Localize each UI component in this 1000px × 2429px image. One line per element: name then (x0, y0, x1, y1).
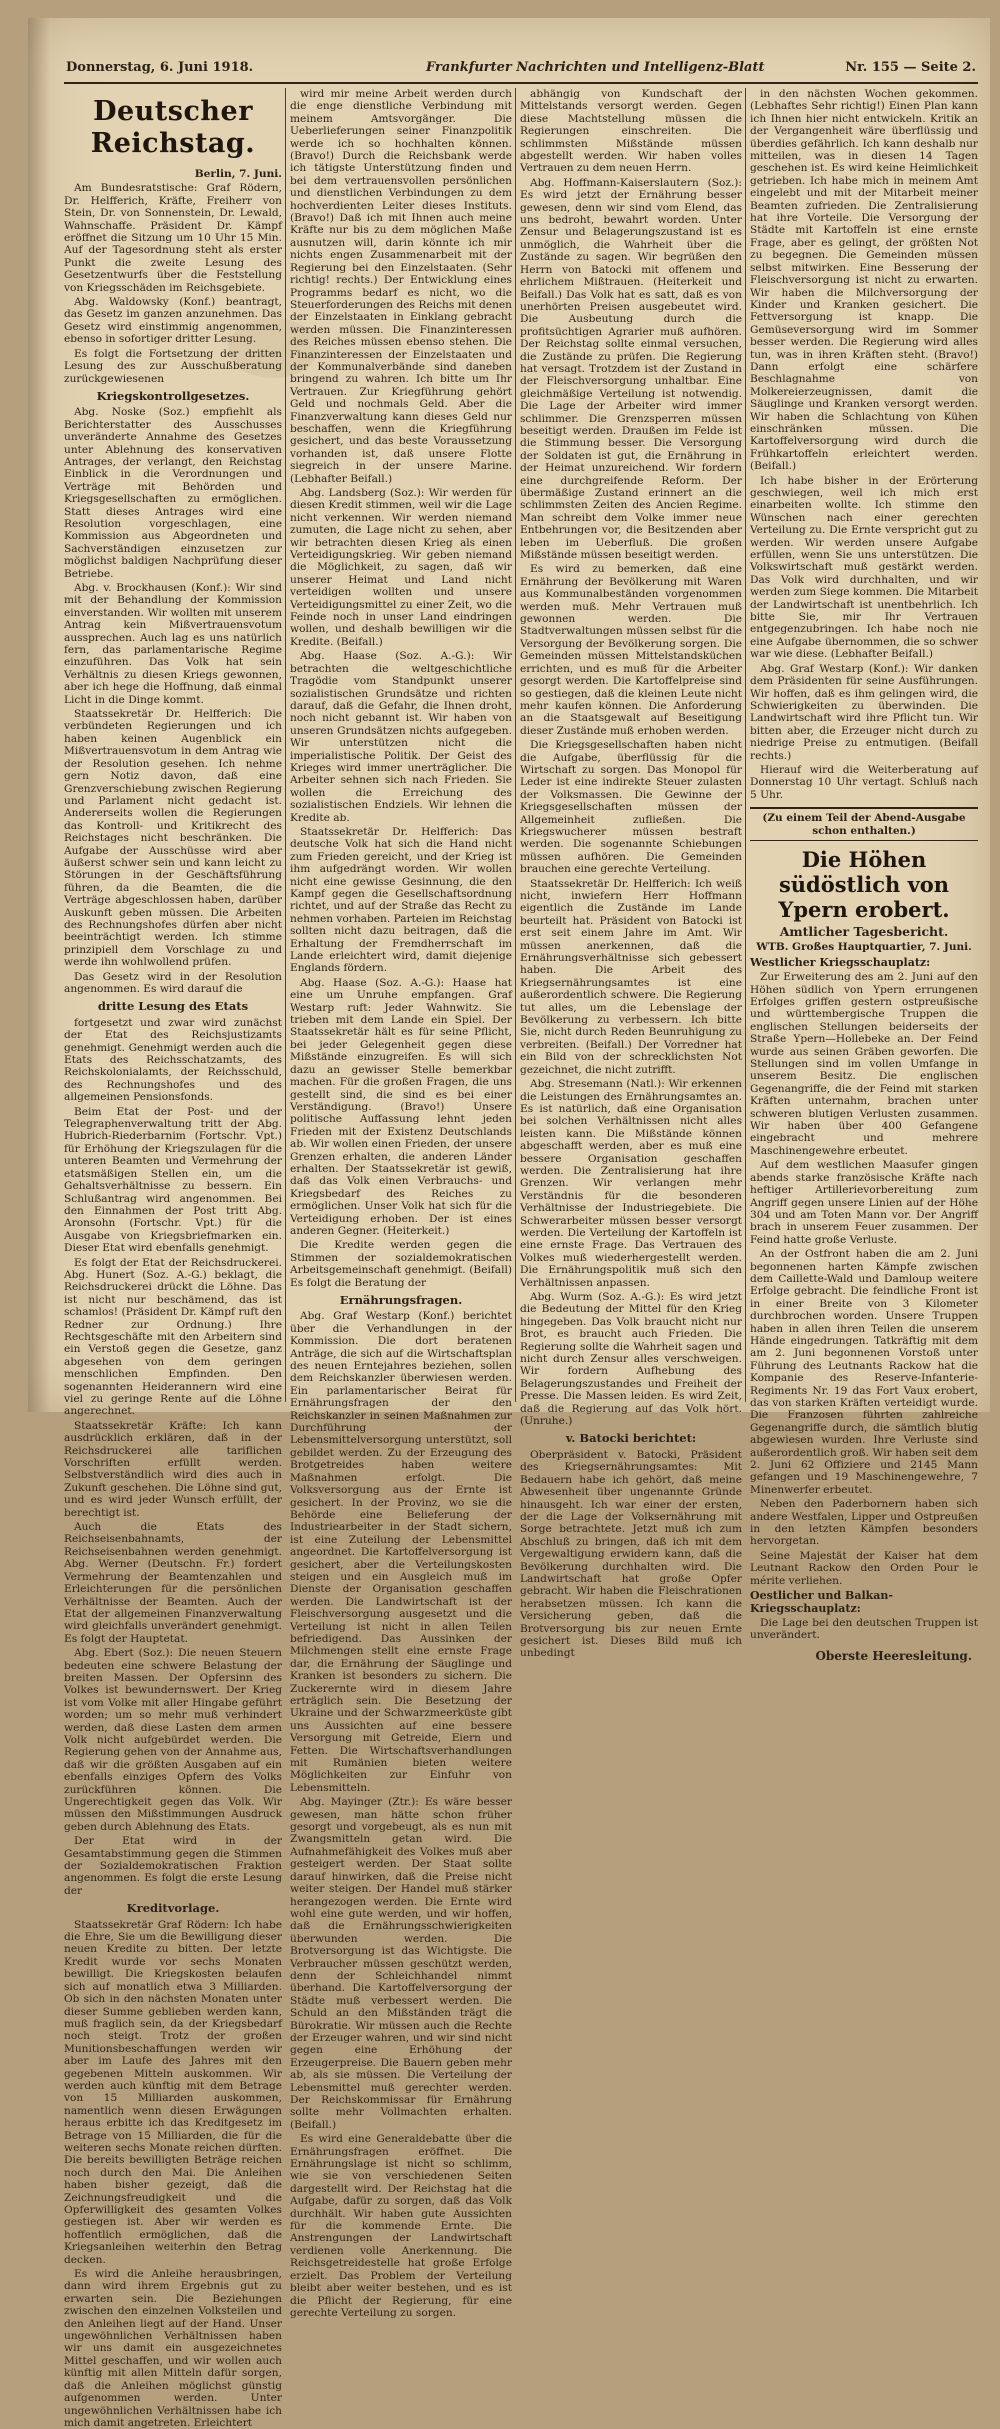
paragraph: Ich habe bisher in der Erörterung geschwiegen, weil ich mich erst einarbeiten wollte. Ich stimme den Wünschen nach einer gerechten Verteilung zu. Die Ernte verspricht gut zu werden. Wir werden unsere Aufgabe erfüllen, wenn Sie uns unterstützen. Die Volkswirtschaft muß gestärkt werden. Das Volk wird durchhalten, und wir werden zum Siege kommen. Die Mitarbeit der Landwirtschaft ist unentbehrlich. Ich bitte Sie, mir Ihr Vertrauen entgegenzubringen. Ich habe noch nie eine Aufgabe übernommen, die so schwer war wie diese. (Lebhafter Beifall.) (750, 474, 978, 661)
paragraph: Die Kriegsgesellschaften haben nicht die Aufgabe, überflüssig für die Wirtschaft zu sorgen. Das Monopol für Leder ist eine indirekte Steuer zulasten der Volksmassen. Die Gewinne der Kriegsgesellschaften müssen der Allgemeinheit zufließen. Die Kriegswucherer müssen bestraft werden. Die sogenannte Schiebungen müssen aufhören. Die Gemeinden brauchen eine gerechte Verteilung. (520, 739, 742, 876)
paragraph: Es wird die Anleihe herausbringen, dann wird ihrem Ergebnis gut zu erwarten sein. Die Beziehungen zwischen den einzelnen Volksteilen und den Anleihen liegt auf der Hand. Unser ungewöhnlichen Verhältnissen haben wir uns damit ein ausgezeichnetes Mittel geschaffen, und wir wollen auch künftig mit allen Mitteln dafür sorgen, daß die Anleihen möglichst günstig aufgenommen werden. Unter ungewöhnlichen Verhältnissen habe ich mich damit angetreten. Erleichtert (64, 2268, 282, 2429)
paragraph: Abg. v. Brockhausen (Konf.): Wir sind mit der Behandlung der Kommission einverstanden. Wir wollten mit unserem Antrag kein Mißvertrauensvotum aussprechen. Auch lag es uns natürlich fern, das parlamentarische Regime einzuführen. Das Volk hat sein Verhältnis zu diesen Kriegs gewonnen, aber ich hege die Hoffnung, daß einmal Licht in die Dinge kommt. (64, 582, 282, 706)
paragraph: Der Etat wird in der Gesamtabstimmung gegen die Stimmen der Sozialdemokratischen Fraktion angenommen. Es folgt die erste Lesung der (64, 1835, 282, 1897)
paragraph: Staatssekretär Dr. Helfferich: Die verbündeten Regierungen und ich haben keinen Augenblick ein Mißvertrauensvotum in dem Antrag wie der Resolution gesehen. Ich nehme gern Notiz davon, daß eine Grenzverschiebung zwischen Regierung und Parlament nicht gedacht ist. Andererseits wollen die Regierungen das Kontroll- und Kritikrecht des Reichstages nicht beschränken. Die Aufgabe der Ausschüsse wird aber äußerst schwer sein und kann leicht zu Störungen in der Geschäftsführung führen, da die Beamten, die die Verträge abgeschlossen haben, darüber Auskunft geben müssen. Die Arbeiten des Rechnungshofes dürfen aber nicht beeinträchtigt werden. Ich stimme prinzipiell dem Vorschlage zu und werde ihn wohlwollend prüfen. (64, 708, 282, 969)
paragraph: Abg. Wurm (Soz. A.-G.): Es wird jetzt die Bedeutung der Mittel für den Krieg hingegeben. Das Volk braucht nicht nur Brot, es braucht auch Frieden. Die Regierung sollte die Wahrheit sagen und nicht durch Zensur alles verschweigen. Wir fordern Aufhebung des Belagerungszustandes und Freiheit der Presse. Die Massen leiden. Es wird Zeit, daß die Regierung auf das Volk hört. (Unruhe.) (520, 1291, 742, 1428)
paragraph: Es wird zu bemerken, daß eine Ernährung der Bevölkerung mit Waren aus Kommunalbeständen vorgenommen werden muß. Mehr Vertrauen muß gewonnen werden. Die Stadtverwaltungen müssen selbst für die Versorgung der Bevölkerung sorgen. Die Gemeinden müssen Mittelstandsküchen errichten, und es muß für die Arbeiter gesorgt werden. Die Kartoffelpreise sind so gestiegen, daß die kleinen Leute nicht mehr kaufen können. Die Anforderung an die Staatsgewalt auf Beseitigung dieser Zustände muß erhoben werden. (520, 563, 742, 737)
signature: Oberste Heeresleitung. (815, 1648, 972, 1663)
column-4 (750, 88, 978, 1663)
paragraph: Es folgt die Fortsetzung der dritten Lesung des zur Ausschußberatung zurückgewiesenen (64, 347, 282, 385)
column-3 (520, 88, 742, 1660)
paragraph: in den nächsten Wochen gekommen. (Lebhaftes Sehr richtig!) Einen Plan kann ich Ihnen hier nicht entwickeln. Kritik an der Vergangenheit wäre überflüssig und überdies gefährlich. Ich kann deshalb nur mitteilen, was in diesen 14 Tagen geschehen ist. Es wird keine Heimlichkeit getrieben. Ich habe mich in meinem Amt eingelebt und mit der Mitarbeit meiner Beamten zufrieden. Die Zentralisierung hat ihre Vorteile. Die Versorgung der Städte mit Kartoffeln ist eine ernste Frage, aber es gelingt, der größten Not zu begegnen. Die Gemeinden müssen selbst mitwirken. Eine Besserung der Fleischversorgung ist nicht zu erwarten. Wir haben die Milchversorgung der Kinder und Kranken gesichert. Die Fettversorgung ist knapp. Die Gemüseversorgung wird im Sommer besser werden. Die Regierung wird alles tun, was in ihren Kräften steht. (Bravo!) Dann erfolgt eine schärfere Beschlagnahme von Molkereierzeugnissen, damit die Säuglinge und Kranken versorgt werden. Wir haben die Schlachtung von Kühen einschränken müssen. Die Kartoffelversorgung wird durch die Frühkartoffeln erleichtert werden. (Beifall.) (750, 88, 978, 473)
paragraph: Neben den Paderbornern haben sich andere Westfalen, Lipper und Ostpreußen in den letzten Kämpfen besonders hervorgetan. (750, 1498, 978, 1548)
section-heading: Kreditvorlage. (126, 1901, 220, 1916)
box-caption: (Zu einem Teil der Abend-Ausgabe schon enthalten.) (750, 807, 978, 841)
paragraph: Oberpräsident v. Batocki, Präsident des Kriegsernährungsamtes: Mit Bedauern habe ich gehört, daß meine Abwesenheit über ungenannte Gründe hinausgeht. Ich war einer der ersten, der die Lage der Volksernährung mit Sorge betrachtete. Jetzt muß ich zum Abschluß zu bringen, daß ich mit dem Vergewaltigung erwidern kann, daß die Bevölkerung durchhalten wird. Die Landwirtschaft hat große Opfer gebracht. Wir haben die Fleischrationen herabsetzen müssen. Ich kann die Versicherung geben, daß die Brotversorgung bis zur neuen Ernte gesichert ist. Dieses Bild muß ich unbedingt (520, 1448, 742, 1660)
paragraph: Es wird eine Generaldebatte über die Ernährungsfragen eröffnet. Die Ernährungslage ist nicht so schlimm, wie sie von verschiedenen Seiten dargestellt wird. Der Reichstag hat die Aufgabe, dafür zu sorgen, daß das Volk durchhält. Wir haben gute Aussichten für die kommende Ernte. Die Anstrengungen der Landwirtschaft verdienen volle Anerkennung. Die Reichsgetreidestelle hat große Erfolge erzielt. Das Problem der Verteilung bleibt aber weiter bestehen, und es ist die Pflicht der Regierung, für eine gerechte Verteilung zu sorgen. (290, 2133, 512, 2319)
theater-heading: Westlicher Kriegsschauplatz: (750, 955, 931, 969)
war-report-subtitle: Amtlicher Tagesbericht. (779, 923, 949, 939)
paragraph: Abg. Haase (Soz. A.-G.): Haase hat eine um Unruhe empfangen. Graf Westarp ruft: Jeder Wahnwitz. Sie trieben mit dem Lande ein Spiel. Der Staatssekretär hält es für seine Pflicht, bei jeder Gelegenheit gegen diese Mißstände einzugreifen. Es will sich dazu an gewisser Stelle bemerkbar machen. Für die großen Fragen, die uns gestellt sind, die sind es bei einer Verständigung. (Bravo!) Unsere politische Auffassung lehnt jeden Frieden mit der Existenz Deutschlands ab. Wir wollen einen Frieden, der unsere Grenzen erhalten, die anderen Länder erhalten. Der Staatssekretär ist gewiß, daß das Volk einen Verbrauchs- und Kriegsbedarf des Reiches zu ermöglichen. Unser Volk hat sich für die Verteidigung erhoben. Der ist eines anderen Gegner. (Heiterkeit.) (290, 976, 512, 1237)
column-2 (290, 88, 512, 2319)
paragraph: Das Gesetz wird in der Resolution angenommen. Es wird darauf die (64, 970, 282, 995)
section-heading: dritte Lesung des Etats (97, 999, 249, 1014)
paragraph: fortgesetzt und zwar wird zunächst der Etat des Reichsjustizamts genehmigt. Genehmigt werden auch die Etats des Reichsschatzamts, des Reichskolonialamts, der Reichsschuld, des Rechnungshofes und des allgemeinen Pensionsfonds. (64, 1016, 282, 1104)
column-rule (745, 88, 746, 1402)
paragraph: Staatssekretär Dr. Helfferich: Das deutsche Volk hat sich die Hand nicht zum Frieden gereicht, und der Krieg ist ihm aufgedrängt worden. Wir wollen nicht eine gewisse Gesinnung, die den Kampf gegen die Gesellschaftsordnung richtet, und auf der Straße das Recht zu nehmen vorhaben. Parteien im Reichstag sollten nicht dazu beitragen, daß die Erhaltung der Fremdherrschaft im Lande erleichtert wird, damit diejenige Englands fördern. (290, 825, 512, 975)
paragraph: Es folgt der Etat der Reichsdruckerei. Abg. Hunert (Soz. A.-G.) beklagt, die Reichsdruckerei drückt die Löhne. Das ist nicht nur beschämend, das ist schamlos! (Präsident Dr. Kämpf ruft den Redner zur Ordnung.) Ihre Rechtsgeschäfte mit den Arbeitern sind ein Verstoß gegen die Gesetze, ganz abgesehen von dem geringen menschlichen Empfinden. Den sogenannten Heiderannern wird eine viel zu geringe Rente auf die Löhne angerechnet. (64, 1256, 282, 1418)
paragraph: Abg. Waldowsky (Konf.) beantragt, das Gesetz im ganzen anzunehmen. Das Gesetz wird einstimmig angenommen, ebenso in sofortiger dritter Lesung. (64, 296, 282, 346)
section-heading: Kriegskontrollgesetzes. (96, 388, 250, 403)
paragraph: Auch die Etats des Reichseisenbahnamts, der Reichseisenbahnen werden genehmigt. Abg. Werner (Deutschn. Fr.) fordert Vermehrung der Beamtenzahlen und Erleichterungen für die persönlichen Verhältnisse der Beamten. Auch der Etat der allgemeinen Finanzverwaltung wird gleichfalls unverändert genehmigt. Es folgt der Hauptetat. (64, 1521, 282, 1645)
paragraph: Abg. Stresemann (Natl.): Wir erkennen die Leistungen des Ernährungsamtes an. Es ist natürlich, daß eine Organisation bei solchen Verhältnissen nicht alles leisten kann. Die Mißstände können abgeschafft werden, aber es muß eine bessere Organisation geschaffen werden. Die Zentralisierung hat ihre Grenzen. Wir verlangen mehr Verständnis für die besonderen Verhältnisse der Industriegebiete. Die Schwerarbeiter müssen besser versorgt werden. Die Verteilung der Kartoffeln ist eine ernste Frage. Das Vertrauen des Volkes muß wiederhergestellt werden. Die Ernährungspolitik muß sich den Verhältnissen anpassen. (520, 1078, 742, 1289)
column-rule (285, 88, 286, 1402)
section-heading: v. Batocki berichtet: (565, 1431, 697, 1446)
paragraph: abhängig von Kundschaft der Mittelstands versorgt werden. Gegen diese Machtstellung müssen die Regierungen einschreiten. Die schlimmsten Mißstände müssen abgestellt werden. Wir haben volles Vertrauen zu dem neuen Herrn. (520, 88, 742, 175)
header-rule (64, 82, 978, 84)
paragraph: Seine Majestät der Kaiser hat dem Leutnant Rackow den Orden Pour le mérite verliehen. (750, 1549, 978, 1587)
paragraph: An der Ostfront haben die am 2. Juni begonnenen harten Kämpfe zwischen dem Caillette-Wald und Damloup weitere Erfolge gebracht. Die feindliche Front ist in einer Breite von 3 Kilometer durchbrochen worden. Unsere Truppen haben in allen ihren Teilen die unserem Hände eingedrungen. Tatkräftig mit dem am 2. Juni begonnenen Vorstoß unter Führung des Leutnants Rackow hat die Kompanie des Reserve-Infanterie-Regiments Nr. 19 das Fort Vaux erobert, das von starken Kräften verteidigt wurde. Die Franzosen führten zahlreiche Gegenangriffe durch, die sämtlich blutig abgewiesen wurden. Ihre Verluste sind außerordentlich groß. Wir haben seit dem 2. Juni 62 Offiziere und 2145 Mann gefangen und 19 Maschinengewehre, 7 Minenwerfer erbeutet. (750, 1248, 978, 1496)
report-source: WTB. Großes Hauptquartier, 7. Juni. (756, 941, 972, 954)
paragraph: Abg. Graf Westarp (Konf.) berichtet über die Verhandlungen in der Kommission. Die dort beratenen Anträge, die sich auf die Wirtschaftsplan des neuen Erntejahres beziehen, sollen dem Reichskanzler überwiesen werden. Ein parlamentarischer Beirat für Ernährungsfragen der den Reichskanzler in seinen Maßnahmen zur Durchführung der Lebensmittelversorgung unterstützt, soll gebildet werden. Zu der Erzeugung des Brotgetreides haben weitere Maßnahmen erfolgt. Die Volksversorgung aus der Ernte ist gesichert. In der Provinz, wo sie die Behörde eine Belieferung der Industriearbeiter in der Stadt sichern, ist eine Zuteilung der Lebensmittel angeordnet. Die Kartoffelversorgung ist gesichert, aber die Verteilungskosten steigen und ein Ausgleich muß im Dienste der Organisation geschaffen werden. Die Landwirtschaft ist der Fleischversorgung ausgesetzt und die Verteilung ist nicht in allen Teilen befriedigend. Das Aussinken der Milchmengen stellt eine ernste Frage dar, die Ernährung der Säuglinge und Kranken ist besonders zu sichern. Die Zuckerernte wird in diesem Jahre erträglich sein. Die Besetzung der Ukraine und der Schwarzmeerküste gibt uns Aussichten auf eine bessere Versorgung mit Getreide, Eiern und Fetten. Die Wirtschaftsverhandlungen mit Rumänien bieten weitere Möglichkeiten zur Einfuhr von Lebensmitteln. (290, 1310, 512, 1794)
war-report-headline: Die Höhen südöstlich von Ypern erobert. (778, 846, 950, 922)
paragraph: Die Kredite werden gegen die Stimmen der sozialdemokratischen Arbeitsgemeinschaft genehmigt. (Beifall) Es folgt die Beratung der (290, 1239, 512, 1289)
paragraph: Abg. Hoffmann-Kaiserslautern (Soz.): Es wird jetzt der Ernährung besser gewesen, denn wir sind vom Elend, das uns bedroht, bewahrt worden. Unter Zensur und Belagerungszustand ist es unmöglich, die Wahrheit über die Zustände zu sagen. Wir begrüßen den Herrn von Batocki mit offenem und ehrlichem Mißtrauen. (Heiterkeit und Beifall.) Das Volk hat es satt, daß es von unerhörten Preisen ausgebeutet wird. Die Ausbeutung durch die profitsüchtigen Agrarier muß aufhören. Der Reichstag sollte einmal versuchen, die Zustände zu prüfen. Die Regierung hat versagt. Trotzdem ist der Zustand in der Fleischversorgung unhaltbar. Eine gleichmäßige Verteilung ist notwendig. Die Lage der Arbeiter wird immer schlimmer. Die Grenzsperren müssen beseitigt werden. Draußen im Felde ist die Stimmung besser. Die Versorgung der Soldaten ist gut, die Ernährung in der Heimat unzureichend. Wir fordern eine durchgreifende Reform. Der übermäßige Zustand erinnert an die schlimmsten Zeiten des Ancien Regime. Man schreibt dem Volke immer neue Entbehrungen vor, die Besitzenden aber leben im Ueberfluß. Die großen Mißstände müssen beseitigt werden. (520, 176, 742, 562)
page-edge-shadow (28, 18, 50, 1412)
paragraph: Die Lage bei den deutschen Truppen ist unverändert. (750, 1616, 978, 1642)
paragraph: Auf dem westlichen Maasufer gingen abends starke französische Kräfte nach heftiger Artillerievorbereitung zum Angriff gegen unsere Linien auf der Höhe 304 und am Toten Mann vor. Der Angriff brach in unserem Feuer zusammen. Der Feind hatte große Verluste. (750, 1159, 978, 1246)
paragraph: Staatssekretär Dr. Helfferich: Ich weiß nicht, inwiefern Herr Hoffmann eigentlich die Zustände im Lande beurteilt hat. Präsident von Batocki ist erst seit einem Jahre im Amt. Wir müssen anerkennen, daß die Ernährungsverhältnisse sich gebessert haben. Die Arbeit des Kriegsernährungsamtes ist eine außerordentlich schwere. Die Regierung tut alles, um die Lebenslage der Bevölkerung zu verbessern. Ich bitte Sie, nicht durch Reden Beunruhigung zu verbreiten. (Beifall.) Der Vorredner hat ein Bild von der schrecklichsten Not gezeichnet, die nicht zutrifft. (520, 877, 742, 1076)
dateline: Berlin, 7. Juni. (194, 168, 282, 180)
article-title: Deutscher Reichstag. (90, 96, 256, 159)
paragraph: Am Bundesratstische: Graf Rödern, Dr. Helfferich, Kräfte, Freiherr von Stein, Dr. von Sonnenstein, Dr. Lewald, Wahnschaffe. Präsident Dr. Kämpf eröffnet die Sitzung um 10 Uhr 15 Min. Auf der Tagesordnung steht als erster Punkt die zweite Lesung des Gesetzentwurfs über die Feststellung von Kriegsschäden im Reichsgebiete. (64, 182, 282, 294)
paragraph: Abg. Graf Westarp (Konf.): Wir danken dem Präsidenten für seine Ausführungen. Wir hoffen, daß es ihm gelingen wird, die Schwierigkeiten zu überwinden. Die Landwirtschaft wird ihre Pflicht tun. Wir bitten aber, die Erzeuger nicht durch zu niedrige Preise zu entmutigen. (Beifall rechts.) (750, 662, 978, 762)
paragraph: wird mir meine Arbeit werden durch die enge dienstliche Verbindung mit meinem Amtsvorgänger. Die Ueberlieferungen seiner Finanzpolitik werde ich so hochhalten können. (Bravo!) Durch die Reichsbank werde ich tätigste Unterstützung finden und bei dem vertrauensvollen persönlichen und dienstlichen Verbindungen zu dem hochverdienten Leiter dieses Instituts. (Bravo!) Daß ich mit Ihnen auch meine Kräfte nur bis zu dem möglichen Maße ausnutzen will, darin könnte ich mir nichts engen Zusammenarbeit mit der Regierung bei den Einzelstaaten. (Sehr richtig! rechts.) Der Entwicklung eines Programms bedarf es nicht, wo die Steuerforderungen des Reichs mit denen der Einzelstaaten in Einklang gebracht werden müssen. Die Finanzinteressen des Reiches müssen ebenso stehen. Die Finanzinteressen der Einzelstaaten und der Kommunalverbände sind daneben bringend zu wahren. Ich bitte um Ihr Vertrauen. Zur Kriegführung gehört Geld und nochmals Geld. Aber die Finanzverwaltung kann dieses Geld nur beschaffen, wenn die Kriegführung gesichert, und das beste Voraussetzung vorhanden ist, daß unsere Flotte siegreich in der unsere Marine. (Lebhafter Beifall.) (290, 88, 512, 485)
column-rule (515, 88, 516, 1402)
paragraph: Staatssekretär Graf Rödern: Ich habe die Ehre, Sie um die Bewilligung dieser neuen Kredite zu bitten. Der letzte Kredit wurde vor sechs Monaten bewilligt. Die Kriegskosten belaufen sich auf monatlich etwa 3 Milliarden. Ob sich in den nächsten Monaten unter dieser Summe geblieben werden kann, muß fraglich sein, da der Kriegsbedarf noch steigt. Trotz der großen Munitionsbeschaffungen werden wir aber im Laufe des Jahres mit den gegebenen Mitteln auskommen. Wir werden auch künftig mit dem Betrage von 15 Milliarden auskommen, namentlich wenn diesen Erwägungen heraus erbitte ich das Kreditgesetz im Betrage von 15 Milliarden, die für die weiteren sechs Monate reichen dürften. Die bereits bewilligten Beträge reichen noch durch den Mai. Die Anleihen haben bisher gezeigt, daß die Zeichnungsfreudigkeit und die Opferwilligkeit des gesamten Volkes gestiegen ist. Aber wir werden es hoffentlich ermöglichen, daß die Kriegsanleihen weiterhin den Betrag decken. (64, 1918, 282, 2266)
paragraph: Abg. Landsberg (Soz.): Wir werden für diesen Kredit stimmen, weil wir die Lage nicht verkennen. Wir werden niemand zumuten, die Lage nicht zu sehen, aber wir betrachten diesen Krieg als einen Verteidigungskrieg. Wir geben niemand die Möglichkeit, zu sagen, daß wir unserer Heimat und Land nicht verteidigen wollten und unsere Verteidigungsmittel zu einer Zeit, wo die Feinde noch in unser Land eindringen wollen, und deshalb bewilligen wir die Kredite. (Beifall.) (290, 487, 512, 648)
section-heading: Ernährungsfragen. (339, 1293, 463, 1307)
issue-date: Donnerstag, 6. Juni 1918. (66, 60, 254, 75)
column-1 (64, 88, 282, 2429)
paragraph: Abg. Mayinger (Ztr.): Es wäre besser gewesen, man hätte schon früher gesorgt und vorgebeugt, als es nun mit Zwangsmitteln getan wird. Die Aufnahmefähigkeit des Volkes muß aber gesteigert werden. Der Staat sollte darauf hinwirken, daß die Preise nicht weiter steigen. Der Handel muß stärker herangezogen werden. Die Ernte wird wohl eine gute werden, und wir hoffen, daß die Ernährungsschwierigkeiten überwunden werden. Die Brotversorgung ist das Wichtigste. Die Verbraucher müssen geschützt werden, denn der Schleichhandel nimmt überhand. Die Kartoffelversorgung der Städte muß verbessert werden. Die Schuld an den Mißständen trägt die Bürokratie. Wir müssen auch die Rechte der Erzeuger wahren, und wir sind nicht gegen eine Erhöhung der Erzeugerpreise. Die Bauern geben mehr ab, als sie müssen. Die Verteilung der Lebensmittel muß gerechter werden. Der Reichskommissar für Ernährung sollte mehr Vollmachten erhalten. (Beifall.) (290, 1796, 512, 2131)
newspaper-page (28, 18, 990, 2429)
paragraph: Hierauf wird die Weiterberatung auf Donnerstag 10 Uhr vertagt. Schluß nach 5 Uhr. (750, 763, 978, 801)
paragraph: Abg. Noske (Soz.) empfiehlt als Berichterstatter des Ausschusses unveränderte Annahme des Gesetzes unter Ablehnung des konservativen Antrages, der verlangt, den Reichstag Einblick in die Verordnungen und Verträge mit Behörden und Kriegsgesellschaften zu ermöglichen. Statt dieses Antrages wird eine Resolution vorgeschlagen, eine Kommission aus Abgeordneten und Sachverständigen einzusetzen zur möglichst baldigen Nachprüfung dieser Betriebe. (64, 406, 282, 580)
theater-heading: Oestlicher und Balkan-Kriegsschauplatz: (750, 1589, 893, 1615)
paper-name: Frankfurter Nachrichten und Intelligenz-Blatt (426, 60, 765, 75)
running-head (66, 60, 976, 84)
paragraph: Abg. Haase (Soz. A.-G.): Wir betrachten die weltgeschichtliche Tragödie vom Standpunkt unserer sozialistischen Grundsätze und richten darauf, daß die Gefahr, die Ihnen droht, noch nicht gebannt ist. Wir haben von unseren Grundsätzen nichts aufgegeben. Wir unterstützen nicht die imperialistische Politik. Der Geist des Krieges wird immer unerträglicher. Die Arbeiter sehnen sich nach Frieden. Sie wollen die Erreichung des sozialistischen Endziels. Wir lehnen die Kredite ab. (290, 650, 512, 824)
paragraph: Beim Etat der Post- und der Telegraphenverwaltung tritt der Abg. Hubrich-Riederbarnim (Fortschr. Vpt.) für Erhöhung der Kriegszulagen für die unteren Beamten und Vermehrung der etatsmäßigen Stellen ein, um die Gehaltsverhältnisse zu bessern. Ein Schlußantrag wird angenommen. Bei den Einnahmen der Post tritt Abg. Aronsohn (Fortschr. Vpt.) für die Ausgabe von Kriegsbriefmarken ein. Dieser Etat wird ebenfalls genehmigt. (64, 1105, 282, 1255)
paragraph: Zur Erweiterung des am 2. Juni auf den Höhen südlich von Ypern errungenen Erfolges griffen gestern ostpreußische und württembergische Truppen die englischen Stellungen beiderseits der Straße Ypern—Hollebeke an. Der Feind wurde aus seinen Gräben geworfen. Die Stellungen sind im vollen Umfange in unserem Besitz. Die englischen Gegenangriffe, die der Feind mit starken Kräften unternahm, brachen unter schweren blutigen Verlusten zusammen. Wir haben über 400 Gefangene eingebracht und mehrere Maschinengewehre erbeutet. (750, 971, 978, 1157)
paragraph: Staatssekretär Kräfte: Ich kann ausdrücklich erklären, daß in der Reichsdruckerei alle tariflichen Vorschriften erfüllt werden. Selbstverständlich wird dies auch in Zukunft geschehen. Die Löhne sind gut, und es wird jeder Wunsch erfüllt, der berechtigt ist. (64, 1419, 282, 1519)
paragraph: Abg. Ebert (Soz.): Die neuen Steuern bedeuten eine schwere Belastung der breiten Massen. Der Opfersinn des Volkes ist bewundernswert. Der Krieg ist vom Volke mit aller Hingabe geführt worden; um so mehr muß verhindert werden, daß diese Lasten dem armen Volk nicht aufgebürdet werden. Die Regierung gehen von der Annahme aus, daß wir die größten Ausgaben auf ein ebenfalls einziges Opfern des Volks zurückführen können. Die Ungerechtigkeit gegen das Volk. Wir müssen den Mißstimmungen Ausdruck geben durch Ablehnung des Etats. (64, 1647, 282, 1833)
issue-number: Nr. 155 — Seite 2. (845, 60, 976, 75)
